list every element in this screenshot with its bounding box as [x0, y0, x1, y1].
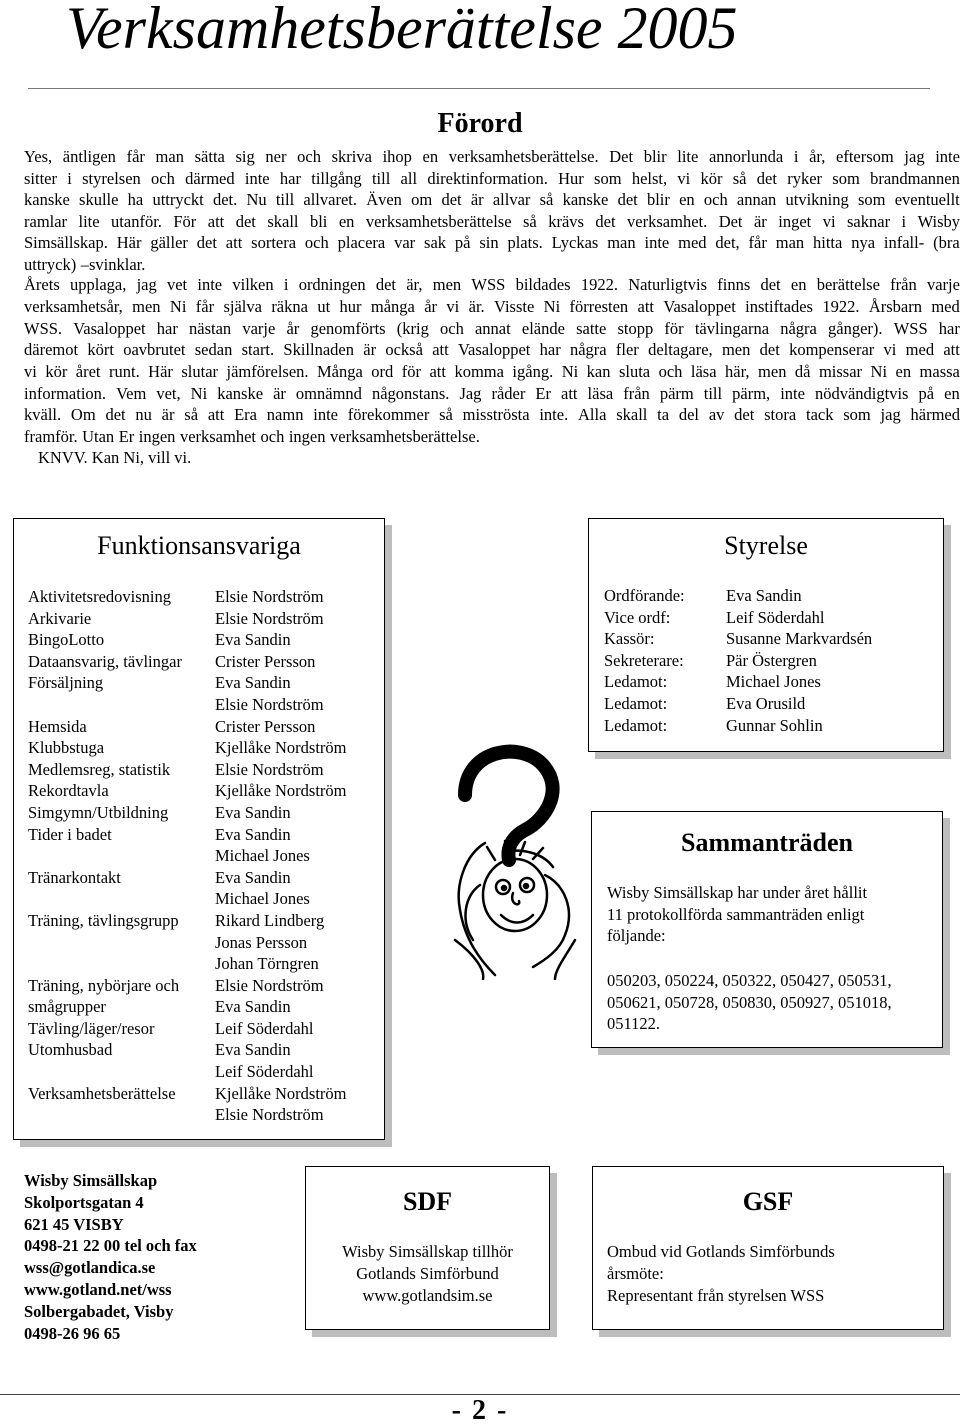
funktionsansvariga-person: Elsie Nordström: [215, 608, 324, 628]
funktionsansvariga-person: Elsie Nordström: [215, 759, 324, 779]
funktionsansvariga-role: BingoLotto: [28, 630, 105, 650]
funktionsansvariga-role: Försäljning: [28, 673, 104, 693]
funktionsansvariga-role: Simgymn/Utbildning: [28, 802, 169, 822]
funktionsansvariga-person: Kjellåke Nordström: [215, 738, 347, 758]
funktionsansvariga-person: Eva Sandin: [215, 867, 291, 887]
styrelse-table: [604, 585, 946, 736]
forord-line: WSS. Vasaloppet har nästan varje år genomförts (krig och annat elände satte stopp för tävlingarna några gånger). WSS har: [24, 319, 960, 338]
funktionsansvariga-table: [28, 586, 385, 1126]
styrelse-role: Ledamot:: [604, 715, 668, 735]
funktionsansvariga-person: Jonas Persson: [215, 932, 308, 952]
sammantraden-intro-line: Wisby Simsällskap har under året hållit: [607, 883, 868, 902]
forord-line: kanske skulle ha uttryckt det. Nu till allvaret. Även om det är allvar så kanske det blir en och annan utvikning som eventuellt: [24, 190, 960, 209]
forord-signoff: KNVV. Kan Ni, vill vi.: [38, 448, 192, 467]
forord-line: däremot kört oavbrutet sedan start. Skillnaden är också att Vasaloppet har några fler deltagare, men det kompenserar vi med att: [24, 340, 960, 359]
funktionsansvariga-heading: Funktionsansvariga: [97, 531, 301, 560]
funktionsansvariga-person: Kjellåke Nordström: [215, 1083, 347, 1103]
sammantraden-intro-line: 11 protokollförda sammanträden enligt: [607, 904, 865, 924]
styrelse-heading: Styrelse: [724, 531, 808, 560]
funktionsansvariga-person: Elsie Nordström: [215, 587, 324, 606]
sammantraden-dates-line: 050621, 050728, 050830, 050927, 051018,: [607, 992, 892, 1012]
funktionsansvariga-person: Elsie Nordström: [215, 975, 324, 995]
funktionsansvariga-box: [13, 518, 385, 1140]
funktionsansvariga-role: [28, 932, 215, 954]
contact-line: 0498-26 96 65: [24, 1323, 121, 1343]
gsf-line: Representant från styrelsen WSS: [607, 1286, 825, 1305]
styrelse-person: Leif Söderdahl: [726, 607, 825, 627]
gsf-line: årsmöte:: [607, 1264, 664, 1283]
styrelse-role: Ledamot:: [604, 693, 668, 713]
contact-line: Wisby Simsällskap: [24, 1171, 158, 1190]
forord-line: Simsällskap. Här gäller det att sortera och placera var sak på sin plats. Lyckas man inte med det, får man hitta nya infall- (bra: [24, 233, 960, 252]
funktionsansvariga-role: Utomhusbad: [28, 1040, 113, 1060]
funktionsansvariga-role: [28, 1104, 215, 1126]
forord-line: Yes, äntligen får man sätta sig ner och skriva ihop en verksamhetsberättelse. Det blir lite annorlunda i år, eftersom jag inte: [24, 147, 960, 166]
question-man-illustration: [425, 735, 600, 980]
funktionsansvariga-person: Elsie Nordström: [215, 1105, 324, 1125]
sdf-box: [305, 1166, 550, 1330]
styrelse-role: Ordförande:: [604, 586, 685, 605]
styrelse-role: Ledamot:: [604, 672, 668, 692]
funktionsansvariga-person: Eva Sandin: [215, 630, 291, 650]
funktionsansvariga-person: Crister Persson: [215, 651, 316, 671]
funktionsansvariga-person: Rikard Lindberg: [215, 910, 325, 930]
document-title: Verksamhetsberättelse 2005: [66, 0, 738, 61]
gsf-heading: GSF: [742, 1187, 794, 1216]
funktionsansvariga-person: Leif Söderdahl: [215, 1062, 314, 1082]
styrelse-role: Kassör:: [604, 629, 655, 649]
sdf-line: www.gotlandsim.se: [362, 1286, 493, 1305]
contact-line: Solbergabadet, Visby: [24, 1301, 174, 1321]
funktionsansvariga-role: Tävling/läger/resor: [28, 1018, 155, 1038]
title-divider: [28, 88, 930, 89]
funktionsansvariga-role: Rekordtavla: [28, 781, 109, 801]
funktionsansvariga-person: Michael Jones: [215, 846, 310, 866]
forord-line: kväll. Om det nu är så att Era namn inte förekommer så misströsta inte. Alla skall ta del av det stora tack som jag härmed: [24, 405, 960, 424]
funktionsansvariga-person: Crister Persson: [215, 716, 316, 736]
sammantraden-intro: [607, 882, 867, 947]
styrelse-person: Eva Orusild: [726, 693, 806, 713]
forord-heading: Förord: [437, 108, 523, 139]
funktionsansvariga-role: [28, 953, 215, 975]
gsf-text: [607, 1241, 835, 1307]
sammantraden-dates-line: 050203, 050224, 050322, 050427, 050531,: [607, 971, 892, 990]
funktionsansvariga-role: Medlemsreg, statistik: [28, 759, 171, 779]
funktionsansvariga-role: [28, 694, 215, 716]
funktionsansvariga-person: Johan Törngren: [215, 954, 319, 974]
styrelse-person: Eva Sandin: [726, 586, 802, 605]
funktionsansvariga-person: Eva Sandin: [215, 673, 291, 693]
funktionsansvariga-role: Arkivarie: [28, 608, 92, 628]
sdf-line: Gotlands Simförbund: [356, 1264, 499, 1283]
funktionsansvariga-person: Elsie Nordström: [215, 694, 324, 714]
styrelse-person: Gunnar Sohlin: [726, 715, 823, 735]
funktionsansvariga-person: Leif Söderdahl: [215, 1018, 314, 1038]
forord-line: sitter i styrelsen och därmed inte har tillgång till all direktinformation. Hur som helst, vi kör så det ryker som brandmannen: [24, 169, 960, 188]
funktionsansvariga-person: Michael Jones: [215, 889, 310, 909]
funktionsansvariga-role: smågrupper: [28, 997, 106, 1017]
contact-line: 0498-21 22 00 tel och fax: [24, 1236, 197, 1256]
contact-block: [24, 1170, 197, 1344]
funktionsansvariga-role: Tider i badet: [28, 824, 112, 844]
forord-line: verksamhetsår, men Ni får själva räkna ut hur många år vi är. Visste Ni förresten att Vasaloppet instiftades 1922. Årsbarn med: [24, 297, 960, 316]
funktionsansvariga-person: Eva Sandin: [215, 997, 291, 1017]
forord-line: vi kör året runt. Här slutar jämförelsen. Många ord för att komma igång. Ni kan sluta och läsa här, men då missar Ni en massa: [24, 362, 960, 381]
contact-line: Skolportsgatan 4: [24, 1192, 144, 1212]
funktionsansvariga-role: Hemsida: [28, 716, 87, 736]
funktionsansvariga-role: Tränarkontakt: [28, 867, 121, 887]
sammantraden-dates: [607, 970, 892, 1035]
funktionsansvariga-person: Eva Sandin: [215, 824, 291, 844]
sammantraden-heading: Sammanträden: [681, 828, 853, 857]
funktionsansvariga-role: [28, 845, 215, 867]
funktionsansvariga-role: Träning, nybörjare och: [28, 975, 180, 995]
gsf-box: [592, 1166, 944, 1330]
funktionsansvariga-person: Eva Sandin: [215, 1040, 291, 1060]
styrelse-person: Michael Jones: [726, 672, 821, 692]
forord-line: Årets upplaga, jag vet inte vilken i ordningen det är, men WSS bildades 1922. Naturligtvis finns det en berättelse från varje: [24, 275, 960, 294]
forord-line: framför. Utan Er ingen verksamhet och ingen verksamhetsberättelse.: [24, 427, 480, 446]
funktionsansvariga-role: [28, 1061, 215, 1083]
sdf-text: [306, 1241, 549, 1307]
funktionsansvariga-role: Träning, tävlingsgrupp: [28, 910, 179, 930]
gsf-line: Ombud vid Gotlands Simförbunds: [607, 1242, 835, 1261]
contact-line: www.gotland.net/wss: [24, 1279, 172, 1299]
sammantraden-dates-line: 051122.: [607, 1014, 661, 1034]
sammantraden-box: [591, 811, 943, 1048]
funktionsansvariga-role: Aktivitetsredovisning: [28, 587, 171, 606]
sammantraden-intro-line: följande:: [607, 926, 666, 946]
funktionsansvariga-person: Kjellåke Nordström: [215, 781, 347, 801]
page-number: - 2 -: [451, 1395, 509, 1426]
styrelse-person: Pär Östergren: [726, 650, 817, 670]
styrelse-box: [588, 518, 944, 752]
sdf-heading: SDF: [402, 1187, 453, 1216]
funktionsansvariga-role: Verksamhetsberättelse: [28, 1083, 176, 1103]
funktionsansvariga-role: Klubbstuga: [28, 738, 105, 758]
contact-line: 621 45 VISBY: [24, 1214, 124, 1234]
forord-line: uttryck) –svinklar.: [24, 255, 146, 274]
forord-line: information. Vem vet, Ni kanske är omnämnd någonstans. Jag råder Er att läsa från pärm till pärm, inte nödvändigtvis på en: [24, 384, 960, 403]
sdf-line: Wisby Simsällskap tillhör: [342, 1242, 513, 1261]
funktionsansvariga-person: Eva Sandin: [215, 802, 291, 822]
styrelse-person: Susanne Markvardsén: [726, 629, 873, 649]
styrelse-role: Vice ordf:: [604, 607, 671, 627]
styrelse-role: Sekreterare:: [604, 650, 684, 670]
contact-line: wss@gotlandica.se: [24, 1258, 156, 1278]
forord-line: ramlar lite utanför. För att det skall bli en verksamhetsberättelse så krävs det verksamhet. Det är inget vi saknar i Wisby: [24, 212, 960, 231]
funktionsansvariga-role: [28, 888, 215, 910]
funktionsansvariga-role: Dataansvarig, tävlingar: [28, 651, 182, 671]
